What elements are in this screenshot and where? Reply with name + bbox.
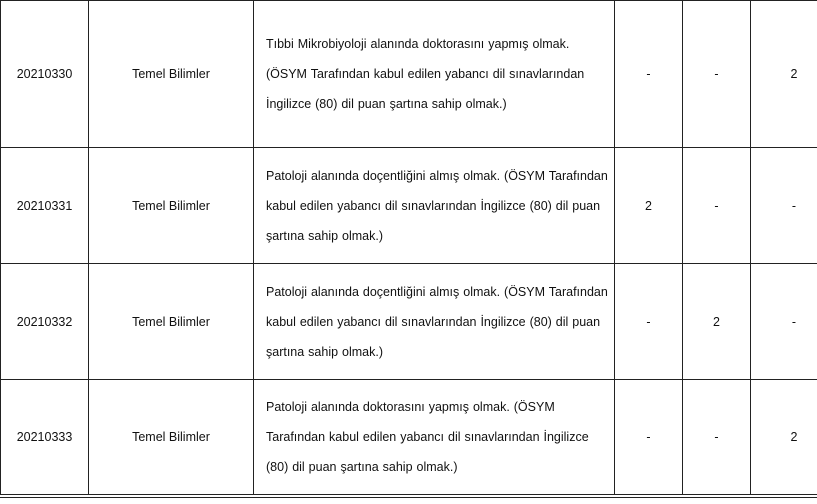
requirement-text: Patoloji alanında doçentliğini almış olmak. (ÖSYM Tarafından kabul edilen yabancı dil sınavlarından İngilizce (80) dil puan şartına sahip olmak.) [266, 168, 608, 243]
professor-count-cell: - [615, 264, 683, 380]
requirement-text: Patoloji alanında doçentliğini almış olmak. (ÖSYM Tarafından kabul edilen yabancı dil sınavlarından İngilizce (80) dil puan şartına sahip olmak.) [266, 284, 608, 359]
associate-professor-count-cell: - [683, 148, 751, 264]
requirement-cell [254, 380, 615, 495]
field-area-cell: Temel Bilimler [89, 148, 254, 264]
requirement-cell [254, 148, 615, 264]
professor-count-cell: 2 [615, 148, 683, 264]
table-row [1, 264, 817, 380]
assistant-professor-count-cell: 2 [751, 1, 817, 148]
assistant-professor-count-cell: - [751, 264, 817, 380]
position-code-cell: 20210332 [1, 264, 89, 380]
associate-professor-count-cell: - [683, 380, 751, 495]
table-row [1, 1, 817, 148]
requirement-cell [254, 264, 615, 380]
page-bottom-rule [0, 497, 817, 498]
professor-count-cell: - [615, 1, 683, 148]
position-code-cell: 20210330 [1, 1, 89, 148]
associate-professor-count-cell: 2 [683, 264, 751, 380]
associate-professor-count-cell: - [683, 1, 751, 148]
requirement-text: Patoloji alanında doktorasını yapmış olmak. (ÖSYM Tarafından kabul edilen yabancı dil sınavlarından İngilizce (80) dil puan şartına sahip olmak.) [266, 400, 589, 474]
field-area-cell: Temel Bilimler [89, 380, 254, 495]
assistant-professor-count-cell: - [751, 148, 817, 264]
requirement-text: Tıbbi Mikrobiyoloji alanında doktorasını yapmış olmak. (ÖSYM Tarafından kabul edilen yabancı dil sınavlarından İngilizce (80) dil puan şartına sahip olmak.) [266, 37, 585, 111]
professor-count-cell: - [615, 380, 683, 495]
position-code-cell: 20210331 [1, 148, 89, 264]
assistant-professor-count-cell: 2 [751, 380, 817, 495]
field-area-cell: Temel Bilimler [89, 1, 254, 148]
table-row [1, 380, 817, 495]
requirement-cell [254, 1, 615, 148]
table-row [1, 148, 817, 264]
field-area-cell: Temel Bilimler [89, 264, 254, 380]
position-code-cell: 20210333 [1, 380, 89, 495]
